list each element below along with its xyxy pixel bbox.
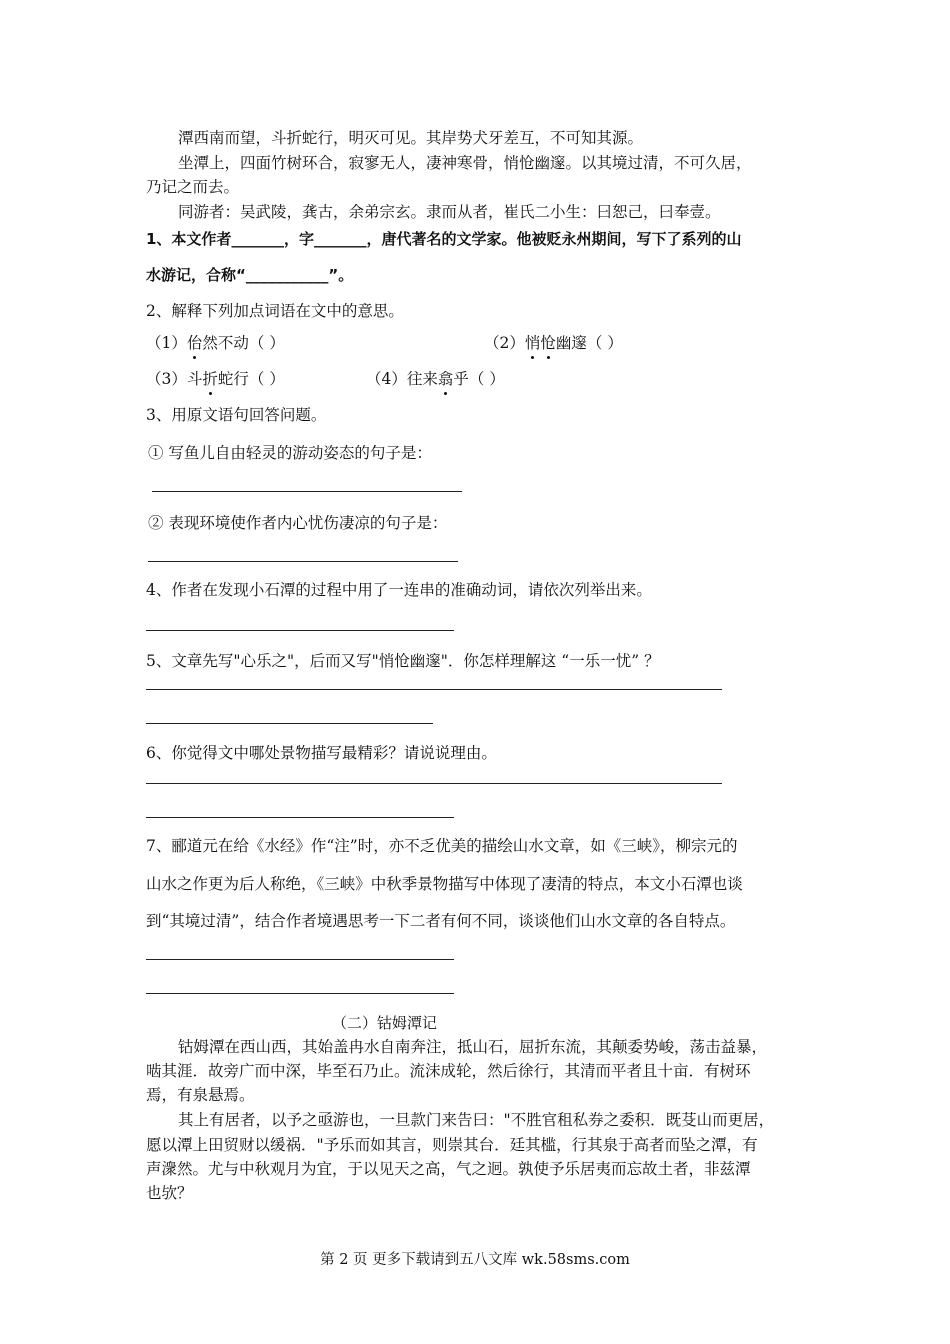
question-6: 6、你觉得文中哪处景物描写最精彩？请说说理由。 [146, 744, 497, 762]
question-4: 4、作者在发现小石潭的过程中用了一连串的准确动词，请依次列举出来。 [146, 581, 652, 599]
passage2-line5: 愿以潭上田贸财以缓祸．"予乐而如其言，则崇其台．廷其槛，行其泉于高者而坠之潭，有 [146, 1136, 758, 1154]
page-footer: 第 2 页 更多下载请到五八文库 wk.58sms.com [320, 1252, 630, 1268]
question-3-part-1: ① 写鱼儿自由轻灵的游动姿态的句子是： [148, 444, 432, 462]
passage2-line3: 焉，有泉悬焉。 [146, 1086, 255, 1104]
emphasis-dot-char: 折 [202, 370, 218, 388]
emphasis-dot-char: 佁 [186, 334, 203, 352]
answer-line [146, 689, 722, 690]
passage2-line6: 声潨然。尤与中秋观月为宜，于以见天之高，气之迥。孰使予乐居夷而忘故土者，非兹潭 [146, 1160, 751, 1178]
answer-line [146, 959, 454, 960]
question-2-item-4: （4）往来翕乎（ ） [366, 370, 505, 388]
passage2-heading: （二）钴姆潭记 [332, 1014, 438, 1032]
answer-line [146, 783, 722, 784]
question-1-line1: 1、本文作者_______，字_______，唐代著名的文学家。他被贬永州期间，写下了系列的山 [146, 230, 742, 248]
passage2-line2: 啮其涯．故旁广而中深，毕至石乃止。流沫成轮，然后徐行，其清而平者且十亩．有树环 [146, 1062, 751, 1080]
question-7-line1: 7、郦道元在给《水经》作“注”时，亦不乏优美的描绘山水文章，如《三峡》，柳宗元的 [146, 837, 738, 855]
question-5: 5、文章先写"心乐之"，后而又写"悄怆幽邃"．你怎样理解这 “一乐一忧” ？ [146, 652, 660, 670]
passage2-line4: 其上有居者，以予之亟游也，一旦款门来告曰："不胜官租私券之委积．既芟山而更居， [178, 1111, 775, 1129]
question-2: 2、解释下列加点词语在文中的意思。 [146, 302, 404, 320]
passage1-line1: 潭西南而望，斗折蛇行，明灭可见。其岸势犬牙差互，不可知其源。 [178, 129, 644, 147]
question-3: 3、用原文语句回答问题。 [146, 406, 327, 424]
question-7-line2: 山水之作更为后人称绝，《三峡》中秋季景物描写中体现了凄清的特点，本文小石潭也谈 [146, 875, 743, 893]
emphasis-dot-char: 怆 [540, 334, 556, 352]
question-2-item-2: （2）悄怆幽邃（ ） [484, 334, 623, 352]
answer-line [146, 817, 454, 818]
passage1-line2: 坐潭上，四面竹树环合，寂寥无人，凄神寒骨，悄怆幽邃。以其境过清，不可久居， [178, 154, 752, 172]
passage2-line1: 钴姆潭在西山西，其始盖冉水自南奔注，抵山石，屈折东流，其颠委势峻，荡击益暴， [178, 1038, 768, 1056]
passage1-line4: 同游者：吴武陵，龚古，余弟宗玄。隶而从者，崔氏二小生：曰恕己，曰奉壹。 [178, 203, 721, 221]
question-2-item-3: （3）斗折蛇行（ ） [146, 370, 285, 388]
answer-line [146, 630, 454, 631]
question-3-part-2: ② 表现环境使作者内心忧伤凄凉的句子是： [148, 514, 448, 532]
answer-line [152, 491, 462, 492]
answer-line [146, 993, 454, 994]
emphasis-dot-char: 悄 [524, 334, 541, 352]
question-1-line2: 水游记，合称“___________”。 [146, 266, 354, 284]
emphasis-dot-char: 翕 [437, 370, 454, 388]
answer-line [148, 561, 458, 562]
question-2-item-1: （1）佁然不动（ ） [146, 334, 285, 352]
passage1-line3: 乃记之而去。 [146, 178, 240, 196]
answer-line [146, 723, 433, 724]
question-7-line3: 到“其境过清”，结合作者境遇思考一下二者有何不同，谈谈他们山水文章的各自特点。 [146, 912, 736, 930]
passage2-line7: 也欤？ [146, 1184, 193, 1202]
